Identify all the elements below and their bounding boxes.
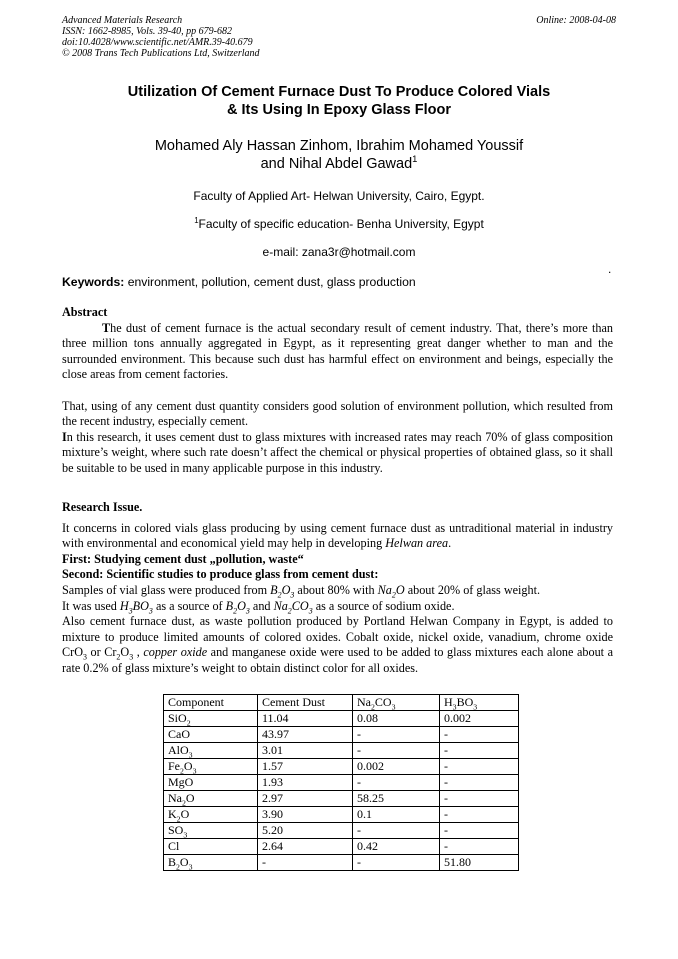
b2o3-formula — [226, 599, 250, 613]
cell-cement-dust: 3.90 — [258, 807, 353, 823]
component-formula-part: Fe — [168, 759, 180, 773]
cell-cement-dust: 2.97 — [258, 791, 353, 807]
f-sub: 2 — [277, 590, 282, 600]
f-na: Na — [273, 598, 288, 613]
component-formula-part: 3 — [192, 766, 197, 776]
s3-b: or Cr — [86, 645, 117, 660]
table-row — [164, 759, 519, 775]
table-row — [164, 727, 519, 743]
second-subheading: Second: Scientific studies to produce glass from cement dust: — [62, 567, 379, 582]
cell-na2co3: 0.002 — [353, 759, 440, 775]
cell-na2co3: 58.25 — [353, 791, 440, 807]
authors-line-2-text: and Nihal Abdel Gawad — [260, 156, 413, 172]
helwan-area: Helwan area — [385, 536, 449, 551]
s2-g: as a source of sodium oxide. — [312, 598, 455, 613]
b2o3-formula — [270, 582, 295, 600]
journal-name: Advanced Materials Research — [62, 15, 183, 26]
abstract-paragraph-1 — [62, 321, 613, 383]
cell-na2co3: - — [353, 775, 440, 791]
s2-a: It was used — [62, 598, 120, 613]
col-header-na2co3 — [353, 695, 440, 711]
cell-component — [164, 807, 258, 823]
research-p1-text: It concerns in colored vials glass producing by using cement furnace dust as untraditional material in industry with environmental and economical yield may help in developing — [62, 520, 613, 551]
cell-h3bo3: - — [440, 839, 519, 855]
composition-table — [163, 694, 519, 871]
f-sub: 2 — [233, 606, 238, 615]
cell-na2co3: - — [353, 855, 440, 871]
cell-h3bo3: - — [440, 759, 519, 775]
affiliation-2-mark: 1 — [194, 216, 199, 225]
issn-line: ISSN: 1662-8985, Vols. 39-40, pp 679-682 — [62, 26, 232, 37]
email-line: e-mail: zana3r@hotmail.com — [262, 245, 416, 259]
component-formula-part: 3 — [188, 750, 193, 760]
s1-c: about 80% with — [294, 582, 378, 597]
cell-component — [164, 727, 258, 743]
f-o: O — [281, 582, 291, 597]
cell-h3bo3: 51.80 — [440, 855, 519, 871]
component-formula-part: 3 — [188, 862, 193, 872]
abstract-p1-initial: T — [102, 320, 111, 335]
cell-h3bo3: - — [440, 727, 519, 743]
h3bo3-formula — [120, 599, 153, 613]
table-header-row — [164, 695, 519, 711]
component-formula-part: K — [168, 807, 177, 821]
col-header-cement-dust: Cement Dust — [258, 695, 353, 711]
component-formula-part: MgO — [168, 775, 194, 789]
cell-cement-dust: 1.57 — [258, 759, 353, 775]
component-formula-part: Na — [168, 791, 182, 805]
f-o: O — [237, 598, 246, 613]
component-formula-part: 2 — [176, 814, 181, 824]
authors-line-2 — [62, 155, 616, 173]
f-o: O — [395, 582, 405, 597]
component-formula-part: 3 — [183, 830, 188, 840]
research-section — [62, 500, 613, 677]
stray-dot: . — [608, 262, 612, 276]
f-sub: 3 — [391, 702, 396, 712]
f-h: H — [119, 598, 129, 613]
cell-h3bo3: 0.002 — [440, 711, 519, 727]
component-formula-part: 2 — [182, 798, 186, 808]
table-row — [164, 839, 519, 855]
f-sub: 3 — [129, 652, 134, 662]
component-formula-part: CaO — [168, 727, 190, 741]
s3-a: Also cement furnace dust, as waste pollution produced by Portland Helwan Company in Egypt, is added to mixture to produce limited amounts of colored oxides. Cobalt oxide, nickel oxide, vanadium, chrome oxide CrO — [62, 614, 613, 660]
component-formula-part: 2 — [186, 718, 191, 728]
na2o-formula — [377, 582, 405, 600]
na2co3-formula — [274, 599, 313, 613]
cell-component — [164, 711, 258, 727]
f-bo: BO — [132, 598, 149, 613]
oxides-paragraph — [62, 614, 613, 676]
s2-c: as a source of — [152, 598, 226, 613]
component-formula-part: SiO — [168, 711, 187, 725]
component-formula-part: 2 — [176, 862, 180, 872]
copyright-line: © 2008 Trans Tech Publications Ltd, Switzerland — [62, 48, 260, 59]
cell-cement-dust: 2.64 — [258, 839, 353, 855]
f-sub: 2 — [371, 702, 375, 712]
cell-h3bo3: - — [440, 807, 519, 823]
f-sub: 3 — [473, 702, 478, 712]
affiliation-1: Faculty of Applied Art- Helwan University, Cairo, Egypt. — [193, 189, 485, 203]
f-bo: BO — [456, 695, 474, 709]
s1-a: Samples of vial glass were produced from — [62, 582, 271, 597]
cell-component — [164, 855, 258, 871]
cell-na2co3: - — [353, 727, 440, 743]
cell-component — [164, 839, 258, 855]
f-co: CO — [291, 598, 309, 613]
first-subheading: First: Studying cement dust „pollution, waste“ — [62, 551, 304, 566]
copper-oxide: copper oxide — [143, 645, 208, 660]
f-sub: 2 — [287, 606, 292, 615]
f-co: CO — [374, 695, 392, 709]
affiliation-2 — [62, 217, 616, 231]
cell-h3bo3: - — [440, 743, 519, 759]
f-sub: 2 — [116, 652, 121, 662]
f-sub: 3 — [245, 606, 250, 615]
abstract-p1-text: he dust of cement furnace is the actual secondary result of cement industry. That, there’s more than three million tons annually aggregated in Egypt, as it representing great danger whether to man and the surrounded environment. This because such dust has harmful effect on environment and beings, especially the close areas from cement factories. — [62, 320, 613, 382]
f-na: Na — [357, 695, 371, 709]
abstract-paragraph-2: That, using of any cement dust quantity considers good solution of environment pollution, which resulted from the recent industry, especially cement. — [62, 398, 613, 429]
f-b: B — [225, 598, 234, 613]
f-sub: 3 — [452, 702, 457, 712]
abstract-p3-text: n this research, it uses cement dust to glass mixtures with increased rates may reach 70% of glass composition mixture’s weight, where such rate doesn’t affect the chemical or physical properties of obtained glass, so it shall be suitable to be used in many applicable purpose in this industry. — [62, 429, 613, 475]
component-formula-part: AlO — [168, 743, 189, 757]
component-formula-part: O — [180, 807, 190, 821]
title-line-1: Utilization Of Cement Furnace Dust To Produce Colored Vials — [127, 84, 551, 100]
author-affiliation-mark: 1 — [412, 153, 418, 165]
cell-component — [164, 775, 258, 791]
component-formula-part: O — [183, 759, 193, 773]
doi-line: doi:10.4028/www.scientific.net/AMR.39-40.679 — [62, 37, 253, 48]
component-formula-part: SO — [168, 823, 184, 837]
f-sub: 2 — [391, 590, 396, 600]
component-formula-part: Cl — [168, 839, 180, 853]
f-h: H — [444, 695, 453, 709]
table-row — [164, 855, 519, 871]
f-na: Na — [377, 582, 392, 597]
keywords-text: environment, pollution, cement dust, glass production — [124, 275, 416, 289]
table-row — [164, 711, 519, 727]
s3-d: , — [133, 645, 144, 660]
s2-e: and — [249, 598, 274, 613]
abstract-p3-initial: I — [62, 429, 67, 444]
f-sub: 3 — [148, 606, 153, 615]
cell-na2co3: 0.1 — [353, 807, 440, 823]
affiliation-2-text: Faculty of specific education- Benha University, Egypt — [198, 217, 484, 231]
cell-na2co3: - — [353, 823, 440, 839]
cell-component — [164, 743, 258, 759]
col-header-h3bo3 — [440, 695, 519, 711]
abstract-section — [62, 305, 613, 477]
online-date: Online: 2008-04-08 — [536, 15, 616, 26]
table-row — [164, 775, 519, 791]
sources-sentence — [62, 599, 613, 615]
journal-header — [62, 15, 616, 59]
research-p1-end: . — [448, 536, 452, 551]
keywords-label: Keywords: — [62, 275, 125, 289]
cell-h3bo3: - — [440, 791, 519, 807]
f-sub: 3 — [308, 606, 313, 615]
cell-na2co3: 0.08 — [353, 711, 440, 727]
cell-h3bo3: - — [440, 823, 519, 839]
title-line-2: & Its Using In Epoxy Glass Floor — [227, 102, 451, 118]
f-sub: 3 — [290, 590, 295, 600]
f-sub: 3 — [128, 606, 133, 615]
cell-na2co3: - — [353, 743, 440, 759]
table-row — [164, 791, 519, 807]
cell-cement-dust: 3.01 — [258, 743, 353, 759]
paper-title — [62, 83, 616, 119]
s3-f: and manganese oxide were used to be added to glass mixtures each alone about a rate 0.2% of glass mixture’s weight to obtain distinct color for all oxides. — [62, 645, 614, 675]
abstract-heading: Abstract — [62, 305, 108, 319]
author-list — [62, 137, 616, 173]
s3-c: O — [120, 645, 130, 660]
cell-component — [164, 791, 258, 807]
table-row — [164, 743, 519, 759]
component-formula-part: O — [185, 791, 195, 805]
table-row — [164, 823, 519, 839]
component-formula-part: 2 — [180, 766, 184, 776]
keywords-line — [62, 275, 416, 289]
f-b: B — [270, 582, 278, 597]
cell-cement-dust: 1.93 — [258, 775, 353, 791]
cell-cement-dust: 11.04 — [258, 711, 353, 727]
samples-sentence — [62, 583, 613, 599]
authors-line-1: Mohamed Aly Hassan Zinhom, Ibrahim Mohamed Youssif — [154, 138, 524, 154]
col-header-component: Component — [164, 695, 258, 711]
research-heading: Research Issue. — [62, 500, 143, 514]
cell-component — [164, 759, 258, 775]
research-paragraph-1 — [62, 521, 613, 552]
cell-na2co3: 0.42 — [353, 839, 440, 855]
cell-cement-dust: 43.97 — [258, 727, 353, 743]
cell-cement-dust: - — [258, 855, 353, 871]
abstract-paragraph-3 — [62, 430, 613, 477]
component-formula-part: B — [168, 855, 177, 869]
s1-e: about 20% of glass weight. — [404, 582, 541, 597]
cell-component — [164, 823, 258, 839]
cell-cement-dust: 5.20 — [258, 823, 353, 839]
f-sub: 3 — [83, 652, 87, 662]
component-formula-part: O — [179, 855, 189, 869]
table-row — [164, 807, 519, 823]
cell-h3bo3: - — [440, 775, 519, 791]
